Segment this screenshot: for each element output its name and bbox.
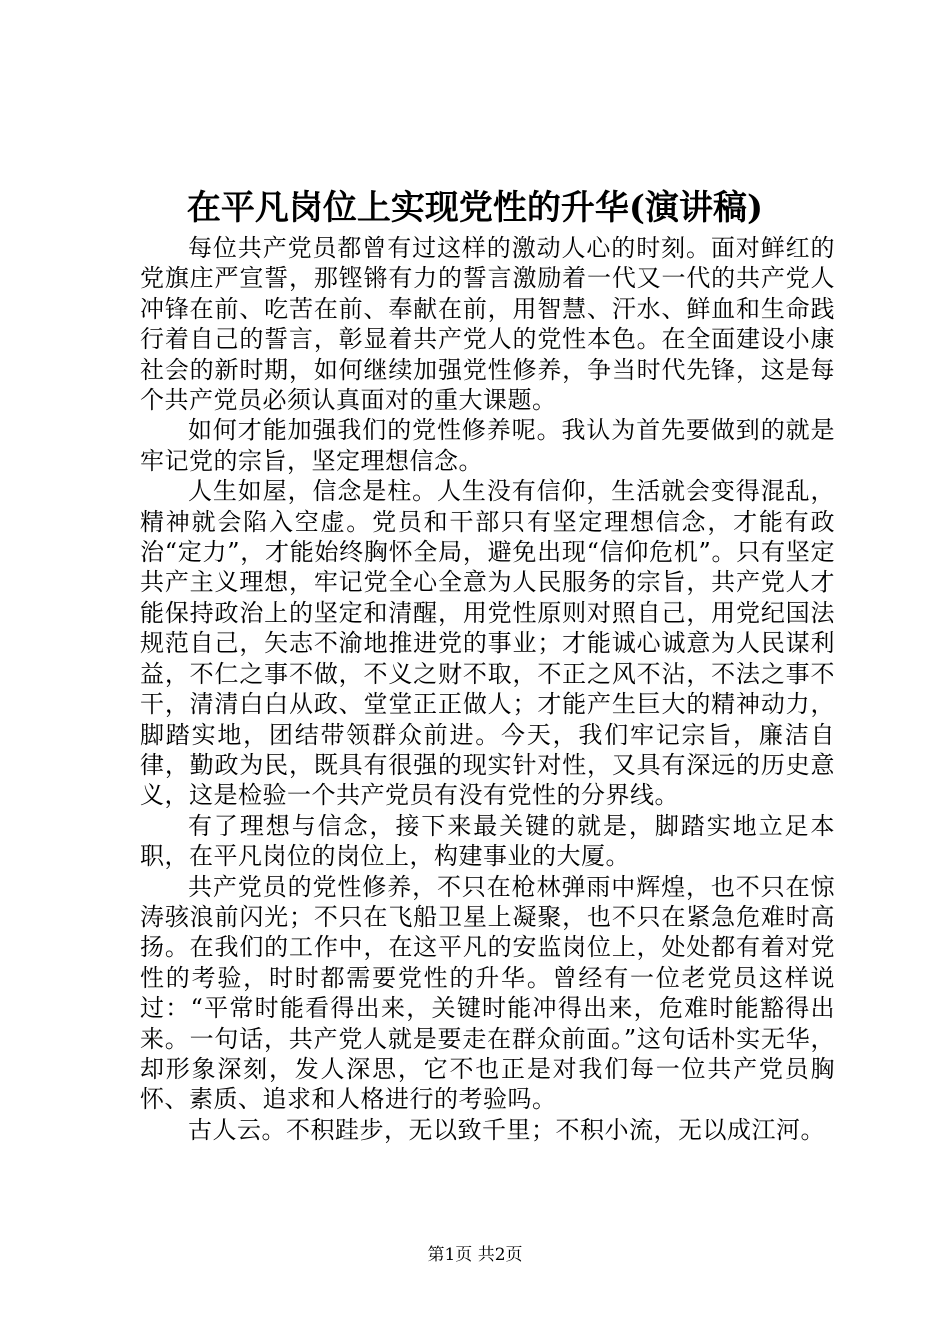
document-body — [140, 233, 835, 1145]
paragraph-5: 共产党员的党性修养，不只在枪林弹雨中辉煌，也不只在惊涛骇浪前闪光；不只在飞船卫星上凝聚，也不只在紧急危难时高扬。在我们的工作中，在这平凡的安监岗位上，处处都有着对党性的考验，时时都需要党性的升华。曾经有一位老党员这样说过：“平常时能看得出来，关键时能冲得出来，危难时能豁得出来。一句话，共产党人就是要走在群众前面。”这句话朴实无华，却形象深刻，发人深思，它不也正是对我们每一位共产党员胸怀、素质、追求和人格进行的考验吗。 — [140, 872, 835, 1114]
paragraph-1: 每位共产党员都曾有过这样的激动人心的时刻。面对鲜红的党旗庄严宣誓，那铿锵有力的誓言激励着一代又一代的共产党人冲锋在前、吃苦在前、奉献在前，用智慧、汗水、鲜血和生命践行着自己的誓言，彰显着共产党人的党性本色。在全面建设小康社会的新时期，如何继续加强党性修养，争当时代先锋，这是每个共产党员必须认真面对的重大课题。 — [140, 234, 835, 415]
paragraph-4: 有了理想与信念，接下来最关键的就是，脚踏实地立足本职，在平凡岗位的岗位上，构建事业的大厦。 — [140, 811, 835, 871]
paragraph-6: 古人云。不积跬步，无以致千里；不积小流，无以成江河。 — [188, 1115, 825, 1144]
page-footer: 第1页 共2页 — [427, 1245, 523, 1265]
paragraph-3: 人生如屋，信念是柱。人生没有信仰，生活就会变得混乱，精神就会陷入空虚。党员和干部只有坚定理想信念，才能有政治“定力”，才能始终胸怀全局，避免出现“信仰危机”。只有坚定共产主义理想，牢记党全心全意为人民服务的宗旨，共产党人才能保持政治上的坚定和清醒，用党性原则对照自己，用党纪国法规范自己，矢志不渝地推进党的事业；才能诚心诚意为人民谋利益，不仁之事不做，不义之财不取，不正之风不沾，不法之事不干，清清白白从政、堂堂正正做人；才能产生巨大的精神动力，脚踏实地，团结带领群众前进。今天，我们牢记宗旨，廉洁自律，勤政为民，既具有很强的现实针对性，又具有深远的历史意义，这是检验一个共产党员有没有党性的分界线。 — [140, 477, 835, 810]
document-title: 在平凡岗位上实现党性的升华(演讲稿) — [186, 188, 764, 228]
paragraph-2: 如何才能加强我们的党性修养呢。我认为首先要做到的就是牢记党的宗旨，坚定理想信念。 — [140, 416, 835, 475]
